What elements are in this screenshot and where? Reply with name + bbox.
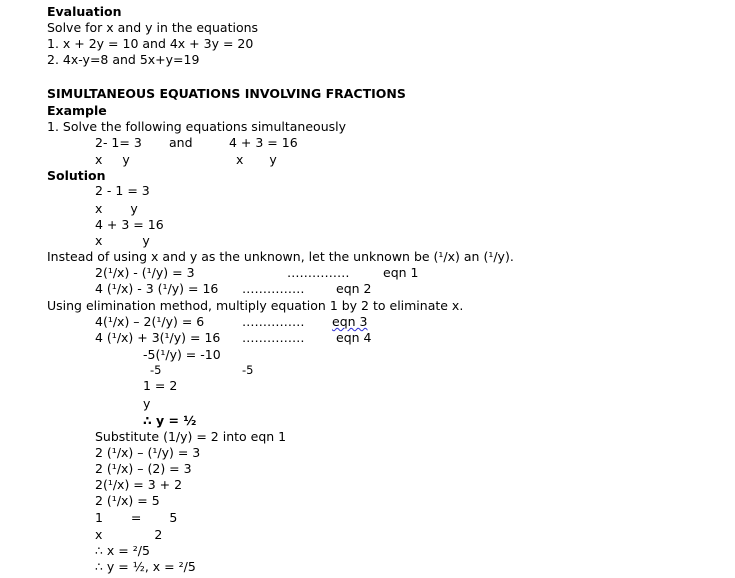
substitute-sentence: Substitute (1/y) = 2 into eqn 1 (95, 429, 287, 444)
example-heading: Example (47, 103, 107, 118)
evaluation-heading: Evaluation (47, 4, 122, 19)
substitution-line-2: 4 (¹/x) - 3 (¹/y) = 16 (95, 281, 219, 296)
y-denominator: y (143, 396, 151, 411)
solution-eq1-numerators: 2 - 1 = 3 (95, 183, 150, 198)
multiplied-line-3: 4(¹/x) – 2(¹/y) = 6 (95, 314, 205, 329)
evaluation-question-2: 2. 4x-y=8 and 5x+y=19 (47, 52, 200, 67)
example-eq1-denominators: x y (95, 152, 130, 167)
division-denominator-right: -5 (242, 363, 254, 377)
instead-sentence: Instead of using x and y as the unknown, let the unknown be (¹/x) an (¹/y). (47, 249, 514, 264)
example-eq2-numerators: 4 + 3 = 16 (229, 135, 298, 150)
final-answer: ∴ y = ½, x = ²/5 (95, 559, 196, 574)
elimination-sentence: Using elimination method, multiply equation 1 by 2 to eliminate x. (47, 298, 464, 313)
substitution-line-1: 2(¹/x) - (¹/y) = 3 (95, 265, 195, 280)
example-eq1-numerators: 2- 1= 3 (95, 135, 142, 150)
y-result: ∴ y = ½ (143, 413, 197, 428)
dots-1: …………… (287, 265, 350, 280)
step-5-numerators: 1 = 5 (95, 510, 178, 525)
step-2: 2 (¹/x) – (2) = 3 (95, 461, 192, 476)
section-heading: SIMULTANEOUS EQUATIONS INVOLVING FRACTIONS (47, 86, 406, 101)
division-numerator: -5(¹/y) = -10 (143, 347, 221, 362)
solution-eq2-numerators: 4 + 3 = 16 (95, 217, 164, 232)
evaluation-question-1: 1. x + 2y = 10 and 4x + 3y = 20 (47, 36, 254, 51)
example-eq2-denominators: x y (236, 152, 277, 167)
step-4: 2 (¹/x) = 5 (95, 493, 160, 508)
step-3: 2(¹/x) = 3 + 2 (95, 477, 183, 492)
evaluation-intro: Solve for x and y in the equations (47, 20, 259, 35)
dots-2: …………… (242, 281, 305, 296)
solution-heading: Solution (47, 168, 106, 183)
eqn-label-2: eqn 2 (336, 281, 372, 296)
solution-eq1-denominators: x y (95, 201, 138, 216)
eqn-label-1: eqn 1 (383, 265, 419, 280)
x-result: ∴ x = ²/5 (95, 543, 150, 558)
dots-3: …………… (242, 314, 305, 329)
eqn-label-3: eqn 3 (332, 314, 368, 329)
solution-eq2-denominators: x y (95, 233, 150, 248)
division-denominator-left: -5 (150, 363, 162, 377)
dots-4: …………… (242, 330, 305, 345)
step-5-denominators: x 2 (95, 527, 163, 542)
example-and: and (169, 135, 193, 150)
one-over-y-equation: 1 = 2 (143, 378, 178, 393)
eqn-label-4: eqn 4 (336, 330, 372, 345)
multiplied-line-4: 4 (¹/x) + 3(¹/y) = 16 (95, 330, 221, 345)
step-1: 2 (¹/x) – (¹/y) = 3 (95, 445, 201, 460)
example-question: 1. Solve the following equations simultaneously (47, 119, 346, 134)
